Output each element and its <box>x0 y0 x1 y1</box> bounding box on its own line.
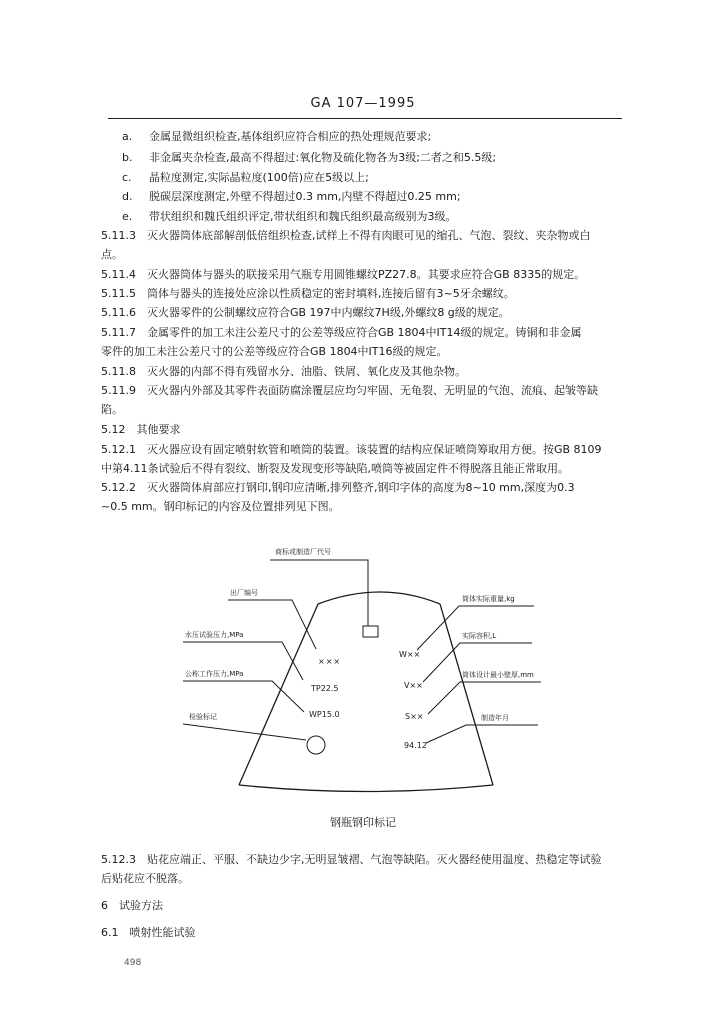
clause-5-12-2-line2: ~0.5 mm。钢印标记的内容及位置排列见下图。 <box>101 500 340 513</box>
label-thickness: 筒体设计最小壁厚,mm <box>462 671 534 679</box>
mark-thickness: S×× <box>405 712 424 721</box>
label-inspection: 检验标记 <box>189 713 217 721</box>
item-c-text: 晶粒度测定,实际晶粒度(100倍)应在5级以上; <box>149 171 369 184</box>
label-volume: 实际容积,L <box>462 632 497 640</box>
clause-5-12: 5.12 其他要求 <box>101 423 181 436</box>
clause-5-11-9-line1: 5.11.9 灭火器内外部及其零件表面防腐涂覆层应均匀牢固、无龟裂、无明显的气泡、流痕、起皱等缺 <box>101 384 598 397</box>
clause-5-12-1-line2: 中第4.11条试验后不得有裂纹、断裂及发现变形等缺陷,喷筒等被固定件不得脱落且能正常取用。 <box>101 462 569 475</box>
mark-volume: V×× <box>404 681 423 690</box>
leader-date <box>426 725 538 743</box>
shoulder-bottom <box>239 785 493 792</box>
mark-weight: W×× <box>399 650 421 659</box>
clause-5-11-4: 5.11.4 灭火器筒体与器头的联接采用气瓶专用圆锥螺纹PZ27.8。其要求应符合GB 8335的规定。 <box>101 268 586 281</box>
page-header: GA 107—1995 <box>310 96 416 111</box>
trademark-box <box>363 626 378 637</box>
page-number: 498 <box>124 958 142 968</box>
mark-date: 94.12 <box>404 741 427 750</box>
item-d-label: d. <box>122 190 133 203</box>
item-d-text: 脱碳层深度测定,外壁不得超过0.3 mm,内壁不得超过0.25 mm; <box>149 190 461 203</box>
item-a-label: a. <box>122 130 133 143</box>
clause-5-11-5: 5.11.5 筒体与器头的连接处应涂以性质稳定的密封填料,连接后留有3~5牙余螺纹。 <box>101 287 515 300</box>
clause-5-12-2-line1: 5.12.2 灭火器筒体肩部应打钢印,钢印应清晰,排列整齐,钢印字体的高度为8~10 mm,深度为0.3 <box>101 481 575 494</box>
shoulder-outline <box>318 592 440 604</box>
clause-6-1: 6.1 喷射性能试验 <box>101 926 196 939</box>
clause-5-11-6: 5.11.6 灭火器零件的公制螺纹应符合GB 197中内螺纹7H级,外螺纹8 g级的规定。 <box>101 306 510 319</box>
label-work-pressure: 公称工作压力,MPa <box>185 670 244 678</box>
leader-inspection <box>183 724 306 740</box>
clause-5-11-7-line2: 零件的加工未注公差尺寸的公差等级应符合GB 1804中IT16级的规定。 <box>101 345 448 358</box>
shoulder-left-edge <box>239 604 318 785</box>
label-test-pressure: 水压试验压力,MPa <box>185 631 244 639</box>
item-b-label: b. <box>122 151 133 164</box>
label-weight: 筒体实际重量,kg <box>462 595 515 603</box>
leader-thickness <box>428 682 541 714</box>
mark-test-pressure: TP22.5 <box>311 684 339 693</box>
section-6-heading: 6 试验方法 <box>101 899 163 912</box>
clause-5-11-9-line2: 陷。 <box>101 403 123 416</box>
figure-caption: 钢瓶钢印标记 <box>330 816 396 829</box>
item-e-text: 带状组织和魏氏组织评定,带状组织和魏氏组织最高级别为3级。 <box>149 210 457 223</box>
clause-5-11-7-line1: 5.11.7 金属零件的加工未注公差尺寸的公差等级应符合GB 1804中IT14级的规定。铸铜和非金属 <box>101 326 582 339</box>
clause-5-11-3-line2: 点。 <box>101 248 123 261</box>
item-c-label: c. <box>122 171 132 184</box>
mark-work-pressure: WP15.0 <box>309 710 340 719</box>
item-e-label: e. <box>122 210 133 223</box>
clause-5-11-3-line1: 5.11.3 灭火器筒体底部解剖低倍组织检查,试样上不得有肉眼可见的缩孔、气泡、裂纹、夹杂物或白 <box>101 229 591 242</box>
leader-work-pressure <box>183 681 304 712</box>
clause-5-12-1-line1: 5.12.1 灭火器应设有固定喷射软管和喷筒的装置。该装置的结构应保证喷筒筹取用方便。按GB 8109 <box>101 443 602 456</box>
item-b-text: 非金属夹杂检查,最高不得超过:氧化物及硫化物各为3级;二者之和5.5级; <box>149 151 497 164</box>
leader-weight <box>417 606 534 650</box>
label-date: 制造年月 <box>481 714 509 722</box>
inspection-circle <box>307 736 325 754</box>
label-trademark: 商标或制造厂代号 <box>275 548 331 556</box>
leader-serial <box>228 600 316 649</box>
label-serial: 出厂编号 <box>230 589 258 597</box>
item-a-text: 金属显微组织检查,基体组织应符合相应的热处理规范要求; <box>149 130 432 143</box>
mark-serial: ××× <box>318 657 342 666</box>
clause-5-12-3-line1: 5.12.3 贴花应端正、平服、不缺边少字,无明显皱褶、气泡等缺陷。灭火器经使用温度、热稳定等试验 <box>101 853 602 866</box>
leader-trademark <box>270 560 368 626</box>
clause-5-11-8: 5.11.8 灭火器的内部不得有残留水分、油脂、铁屑、氧化皮及其他杂物。 <box>101 365 466 378</box>
header-rule <box>108 118 622 119</box>
clause-5-12-3-line2: 后贴花应不脱落。 <box>101 872 189 885</box>
